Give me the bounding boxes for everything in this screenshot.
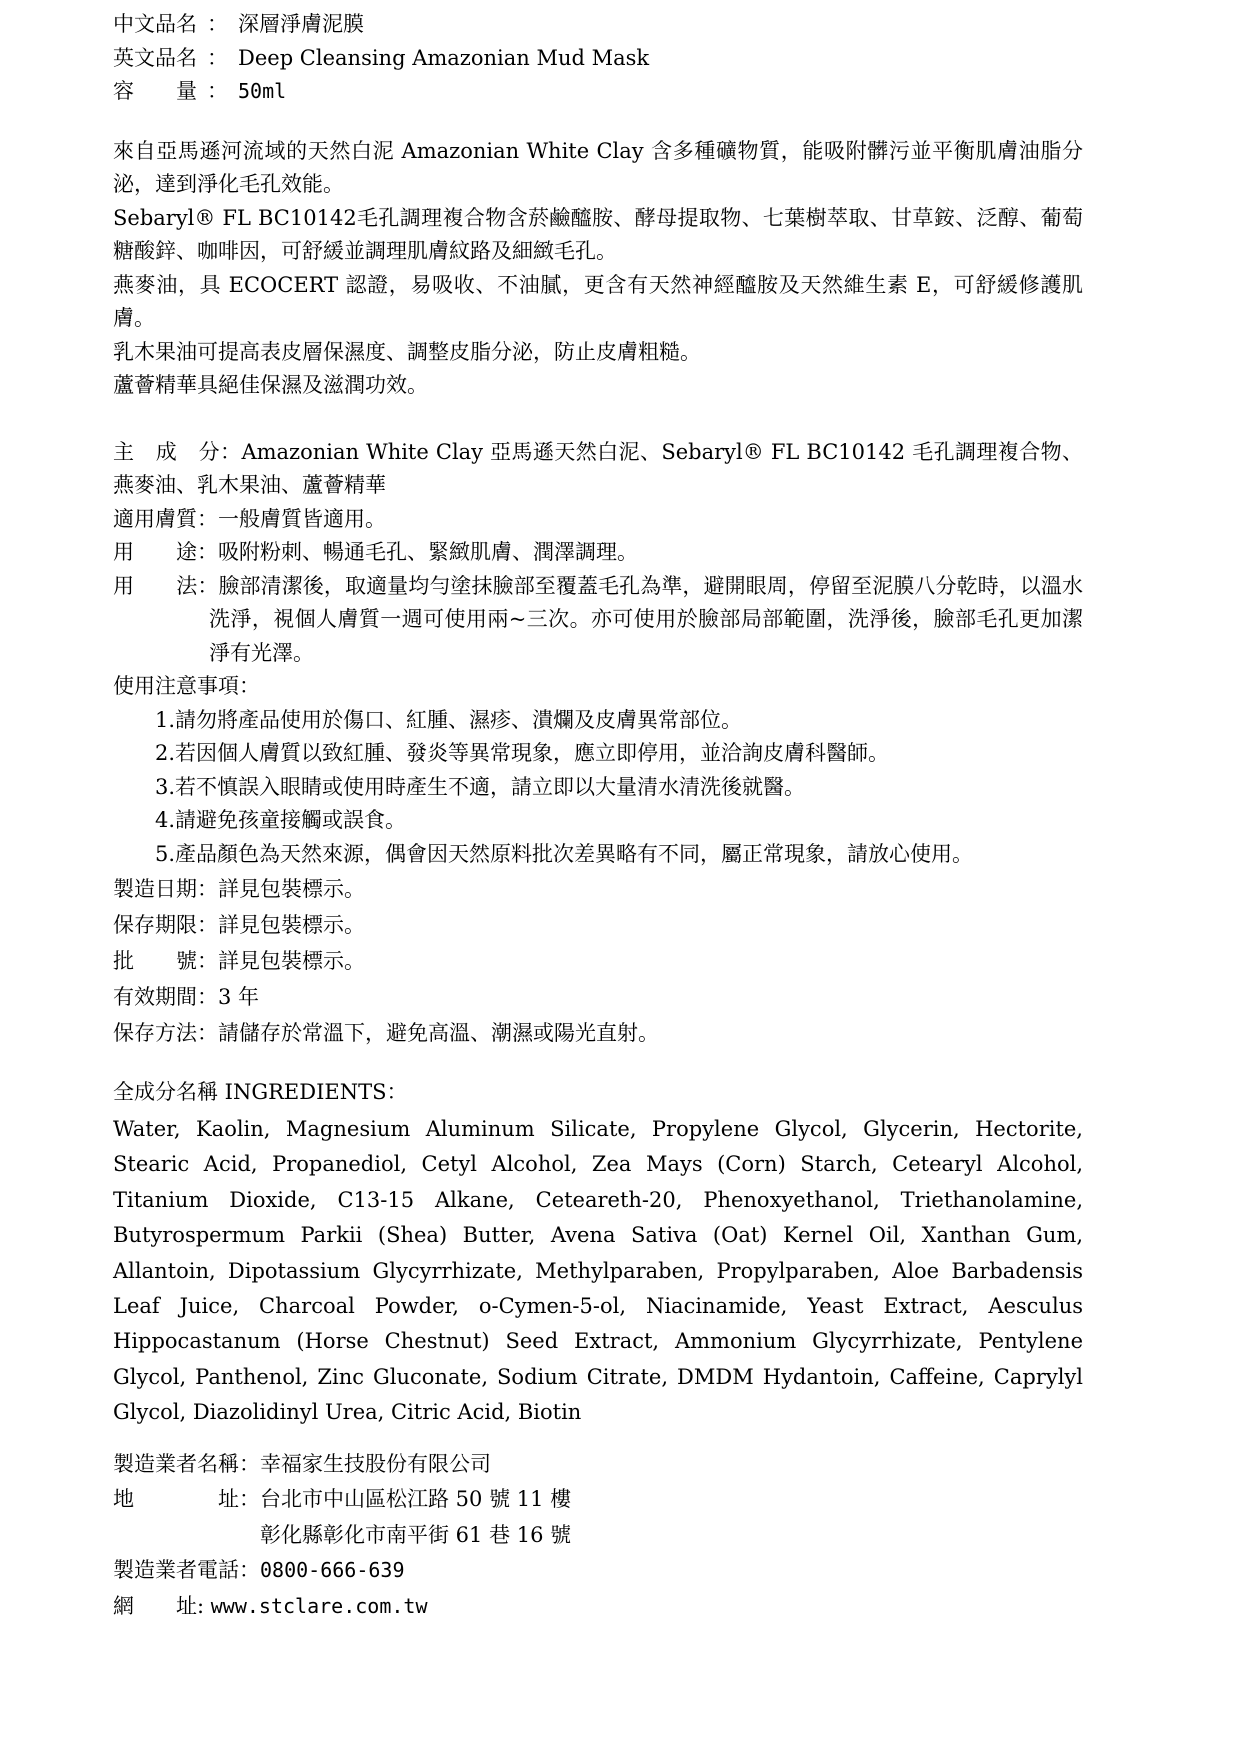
notice-item-4: 4.請避免孩童接觸或誤食。: [155, 808, 407, 832]
field-label: 英文品名: [113, 45, 197, 70]
field-value: 詳見包裝標示。: [218, 877, 365, 901]
field-label: 保存方法: [113, 1021, 197, 1045]
product-info-header: [113, 8, 1083, 109]
valid-period-row: [113, 979, 1083, 1015]
notice-item-5: 5.產品顏色為天然來源，偶會因天然原料批次差異略有不同，屬正常現象，請放心使用。: [155, 841, 974, 866]
field-label: 地 址: [113, 1487, 239, 1512]
field-value: 吸附粉刺、暢通毛孔、緊緻肌膚、潤澤調理。: [218, 540, 638, 564]
colon: :: [197, 1593, 211, 1618]
colon: ：: [197, 506, 218, 531]
colon: ：: [197, 573, 219, 598]
field-label: 主 成 分: [113, 439, 221, 464]
description-paragraph-5: 蘆薈精華具絕佳保濕及滋潤功效。: [113, 373, 428, 397]
field-label: 用 途: [113, 540, 197, 564]
field-label: 容 量: [113, 79, 197, 103]
usage-method-row: [113, 570, 1083, 671]
field-label: 保存期限: [113, 913, 197, 937]
description-paragraph-3: 燕麥油，具 ECOCERT 認證，易吸收、不油膩，更含有天然神經醯胺及天然維生素 E，可舒緩修護肌膚。: [113, 272, 1083, 330]
address-line-1: [113, 1482, 1083, 1518]
colon: ：: [197, 877, 218, 901]
colon: ：: [197, 1021, 218, 1045]
batch-no-row: [113, 943, 1083, 979]
description-paragraph-4: 乳木果油可提高表皮層保濕度、調整皮脂分泌，防止皮膚粗糙。: [113, 339, 701, 364]
colon: ：: [239, 1487, 260, 1512]
spacer: [113, 1431, 1083, 1447]
storage-info-section: [113, 871, 1083, 1051]
usage-purpose-row: [113, 536, 1083, 570]
colon: ：: [197, 913, 218, 937]
field-value: 詳見包裝標示。: [218, 949, 365, 973]
field-value: 臉部清潔後，取適量均勻塗抹臉部至覆蓋毛孔為準，避開眼周，停留至泥膜八分乾時，以溫水洗淨，視個人膚質一週可使用兩~三次。亦可使用於臉部局部範圍，洗淨後，臉部毛孔更加潔淨有光澤。: [209, 573, 1084, 665]
address-line-2: 彰化縣彰化市南平街 61 巷 16 號: [260, 1522, 572, 1547]
field-value: 深層淨膚泥膜: [238, 12, 364, 36]
mfg-date-row: [113, 871, 1083, 907]
colon: ：: [239, 1451, 260, 1476]
description-paragraph-2: Sebaryl® FL BC10142毛孔調理複合物含菸鹼醯胺、酵母提取物、七葉樹萃取、甘草銨、泛醇、葡萄糖酸鋅、咖啡因，可舒緩並調理肌膚紋路及細緻毛孔。: [113, 205, 1083, 263]
field-label: 網 址: [113, 1593, 197, 1618]
storage-method-row: [113, 1015, 1083, 1051]
notice-item-3: 3.若不慎誤入眼睛或使用時產生不適，請立即以大量清水清洗後就醫。: [155, 774, 806, 799]
colon: ：: [197, 985, 218, 1009]
colon: ：: [197, 949, 218, 973]
volume-row: [113, 75, 1083, 109]
field-label: 製造日期: [113, 877, 197, 901]
website-url: www.stclare.com.tw: [210, 1593, 428, 1618]
field-label: 中文品名: [113, 12, 197, 36]
field-value: 詳見包裝標示。: [218, 913, 365, 937]
colon-separator: ：: [207, 79, 228, 103]
field-label: 用 法: [113, 573, 198, 598]
spacer: [113, 403, 1083, 436]
manufacturer-section: [113, 1447, 1083, 1625]
usage-notice-title: 使用注意事項：: [113, 674, 260, 698]
description-paragraph-1: 來自亞馬遜河流域的天然白泥 Amazonian White Clay 含多種礦物質，能吸附髒污並平衡肌膚油脂分泌，達到淨化毛孔效能。: [113, 138, 1083, 196]
field-value: 幸福家生技股份有限公司: [260, 1451, 491, 1476]
website-row: [113, 1589, 1083, 1625]
ingredients-section: [113, 1075, 1083, 1431]
manufacturer-name-row: [113, 1447, 1083, 1483]
field-value: 請儲存於常溫下，避免高溫、潮濕或陽光直射。: [218, 1021, 659, 1045]
product-name-en-row: [113, 42, 1083, 76]
spacer: [113, 109, 1083, 135]
field-label: 有效期間: [113, 985, 197, 1009]
ingredients-text: Water, Kaolin, Magnesium Aluminum Silicate, Propylene Glycol, Glycerin, Hectorite, Stearic Acid, Propanediol, Cetyl Alcohol, Zea Mays (Corn) Starch, Cetearyl Alcohol, Titanium Dioxide, C13-15 Alkane, Ceteareth-20, Phenoxyethanol, Triethanolamine, Butyrospermum Parkii (Shea) Butter, Avena Sativa (Oat) Kernel Oil, Xanthan Gum, Allantoin, Dipotassium Glycyrrhizate, Methylparaben, Propylparaben, Aloe Barbadensis Leaf Juice, Charcoal Powder, o-Cymen-5-ol, Niacinamide, Yeast Extract, Aesculus Hippocastanum (Horse Chestnut) Seed Extract, Ammonium Glycyrrhizate, Pentylene Glycol, Panthenol, Zinc Gluconate, Sodium Citrate, DMDM Hydantoin, Caffeine, Caprylyl Glycol, Diazolidinyl Urea, Citric Acid, Biotin: [113, 1117, 1083, 1425]
colon: ：: [239, 1558, 260, 1583]
field-label: 製造業者名稱: [113, 1451, 239, 1476]
colon-separator: ：: [207, 12, 228, 36]
field-value: 台北市中山區松江路 50 號 11 樓: [260, 1487, 572, 1512]
expiry-row: [113, 907, 1083, 943]
usage-notice-section: [113, 670, 1083, 871]
colon: ：: [220, 439, 242, 464]
manufacturer-address-row: [113, 1482, 1083, 1553]
product-specs-section: [113, 436, 1083, 671]
field-value: Deep Cleansing Amazonian Mud Mask: [238, 45, 650, 70]
field-label: 批 號: [113, 949, 197, 973]
ingredients-title: 全成分名稱 INGREDIENTS：: [113, 1080, 408, 1104]
colon-separator: ：: [207, 45, 228, 70]
field-value: 0800-666-639: [260, 1558, 405, 1583]
field-value: 一般膚質皆適用。: [218, 506, 386, 531]
manufacturer-phone-row: [113, 1553, 1083, 1589]
field-label: 適用膚質: [113, 506, 197, 531]
notice-item-2: 2.若因個人膚質以致紅腫、發炎等異常現象，應立即停用，並洽詢皮膚科醫師。: [155, 741, 890, 765]
field-value: Amazonian White Clay 亞馬遜天然白泥、Sebaryl® FL BC10142 毛孔調理複合物、燕麥油、乳木果油、蘆薈精華: [113, 439, 1084, 497]
skin-type-row: [113, 503, 1083, 537]
product-description-section: [113, 135, 1083, 403]
main-ingredients-row: [113, 436, 1083, 503]
spacer: [113, 1051, 1083, 1075]
field-value: 3 年: [218, 985, 260, 1009]
product-name-zh-row: [113, 8, 1083, 42]
colon: ：: [197, 540, 218, 564]
field-label: 製造業者電話: [113, 1558, 239, 1583]
notice-item-1: 1.請勿將產品使用於傷口、紅腫、濕疹、潰爛及皮膚異常部位。: [155, 707, 743, 732]
field-value: 50ml: [238, 79, 287, 103]
